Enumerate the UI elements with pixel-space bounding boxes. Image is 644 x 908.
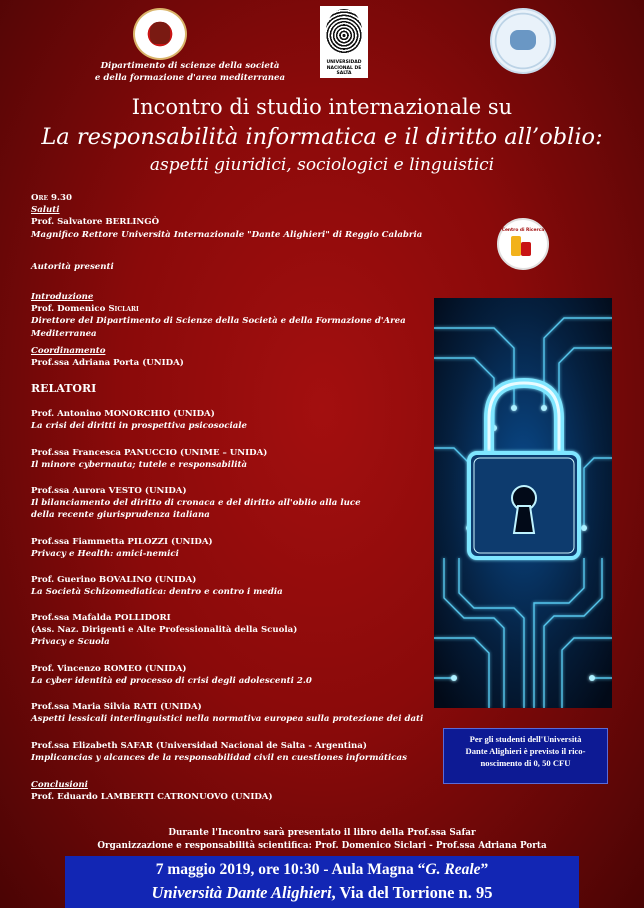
- speaker-name: Prof. Vincenzo ROMEO (UNIDA): [31, 664, 187, 674]
- event-details-banner: [65, 856, 579, 908]
- event-venue-line: [65, 883, 579, 903]
- speaker-1: [31, 408, 431, 432]
- event-date-line: [65, 861, 579, 879]
- event-title-intro: Incontro di studio internazionale su: [131, 95, 513, 119]
- speaker-topic: Privacy e Scuola: [31, 637, 110, 648]
- speaker-name: Prof.ssa Mafalda POLLIDORI: [31, 613, 171, 623]
- speaker-name: Prof.ssa Aurora VESTO (UNIDA): [31, 486, 187, 496]
- research-center-logo: [497, 218, 549, 270]
- speaker-name: Prof.ssa Francesca PANUCCIO (UNIME – UNIDA): [31, 448, 268, 458]
- universidad-salta-logo: [320, 6, 368, 78]
- coordinamento-label: Coordinamento: [31, 346, 106, 356]
- aula-name: G. Reale: [425, 861, 481, 878]
- speaker-9: [31, 740, 451, 764]
- speaker-topic: Il bilanciamento del diritto di cronaca e del diritto all'oblio alla luce: [31, 498, 361, 509]
- event-date: 7 maggio 2019, ore 10:30 - Aula Magna “: [155, 861, 426, 878]
- saluti-speaker: Prof. Salvatore BERLINGÒ: [31, 217, 160, 228]
- cfu-line-1: Per gli studenti dell'Università: [469, 734, 582, 744]
- cfu-notice: [443, 728, 608, 784]
- book-presentation-note: Durante l'Incontro sarà presentato il libro della Prof.ssa Safar: [168, 828, 476, 838]
- department-name: [70, 60, 310, 84]
- circuit-lock-icon: [434, 298, 612, 708]
- speaker-topic: La Società Schizomediatica: dentro e contro i media: [31, 587, 283, 598]
- introduzione-speaker-surname: Siclari: [108, 304, 139, 315]
- speaker-6: [31, 612, 431, 649]
- autorita-presenti: Autorità presenti: [31, 262, 114, 272]
- relatori-heading: RELATORI: [31, 382, 97, 395]
- speaker-topic: Implicancias y alcances de la responsabilidad civil en cuestiones informáticas: [31, 753, 407, 764]
- department-line-2: e della formazione d'area mediterranea: [94, 73, 286, 83]
- introduzione-label: Introduzione: [31, 292, 94, 302]
- speaker-3: [31, 485, 431, 522]
- partner-seal-logo: [490, 8, 556, 74]
- saluti-label: Saluti: [31, 205, 60, 216]
- speaker-topic: La cyber identità ed processo di crisi degli adolescenti 2.0: [31, 676, 312, 687]
- speaker-7: [31, 663, 431, 687]
- speaker-topic-continued: della recente giurisprudenza italiana: [31, 510, 210, 521]
- conclusioni-label: Conclusioni: [31, 780, 88, 790]
- speaker-topic: La crisi dei diritti in prospettiva psicosociale: [31, 421, 248, 432]
- introduzione-speaker-name: Prof. Domenico: [31, 304, 109, 315]
- research-center-logo-text: Centro di Ricerca: [501, 228, 545, 233]
- speaker-name: Prof. Antonino MONORCHIO (UNIDA): [31, 409, 215, 419]
- speaker-affiliation: (Ass. Naz. Dirigenti e Alte Professionalità della Scuola): [31, 625, 298, 636]
- speaker-name: Prof.ssa Elizabeth SAFAR (Universidad Nacional de Salta - Argentina): [31, 741, 367, 751]
- quote-close: ”: [480, 861, 489, 878]
- organization-note: Organizzazione e responsabilità scientifica: Prof. Domenico Siclari - Prof.ssa Adriana Porta: [97, 841, 547, 851]
- cfu-line-2: Dante Alighieri è previsto il rico-: [465, 746, 586, 756]
- cfu-line-3: noscimento di 0, 50 CFU: [480, 758, 571, 768]
- speaker-name: Prof. Guerino BOVALINO (UNIDA): [31, 575, 197, 585]
- portrait-icon: [150, 22, 170, 44]
- introduzione-role: Direttore del Dipartimento di Scienze della Società e della Formazione d'Area Mediterranea: [31, 316, 406, 339]
- university-logo: [133, 8, 187, 60]
- event-title: La responsabilità informatica e il diritto all’oblio:: [41, 124, 603, 150]
- start-time: Ore 9.30: [31, 193, 72, 203]
- speaker-topic: Il minore cybernauta; tutele e responsabilità: [31, 460, 248, 471]
- logo-caption-2: NACIONAL DE SALTA: [326, 66, 362, 76]
- saluti-role: Magnifico Rettore Università Internazionale "Dante Alighieri" di Reggio Calabria: [31, 229, 423, 240]
- event-subtitle: aspetti giuridici, sociologici e linguistici: [149, 155, 495, 175]
- fingerprint-icon: [326, 9, 362, 53]
- cyber-lock-illustration: [434, 298, 612, 708]
- coordinamento-speaker: Prof.ssa Adriana Porta (UNIDA): [31, 358, 184, 369]
- speaker-name: Prof.ssa Fiammetta PILOZZI (UNIDA): [31, 537, 213, 547]
- department-line-1: Dipartimento di scienze della società: [100, 61, 280, 71]
- logo-caption-1: UNIVERSIDAD: [326, 60, 362, 65]
- logo-shape-icon: [511, 236, 521, 256]
- introduzione-section: [31, 291, 431, 340]
- seal-emblem-icon: [510, 30, 536, 50]
- speaker-topic: Aspetti lessicali interlinguistici nella normativa europea sulla protezione dei dati: [31, 714, 424, 725]
- conclusioni-speaker: Prof. Eduardo LAMBERTI CATRONUOVO (UNIDA): [31, 792, 273, 803]
- venue-address: , Via del Torrione n. 95: [331, 883, 493, 902]
- conclusioni-section: [31, 779, 431, 803]
- speaker-topic: Privacy e Health: amici-nemici: [31, 549, 179, 560]
- speaker-5: [31, 574, 431, 598]
- program: [31, 192, 431, 241]
- university-name: Università Dante Alighieri: [151, 883, 332, 902]
- coordinamento-section: [31, 345, 431, 369]
- speaker-4: [31, 536, 431, 560]
- speaker-8: [31, 701, 451, 725]
- speaker-name: Prof.ssa Maria Silvia RATI (UNIDA): [31, 702, 202, 712]
- speaker-2: [31, 447, 431, 471]
- logo-shape-icon: [521, 242, 531, 256]
